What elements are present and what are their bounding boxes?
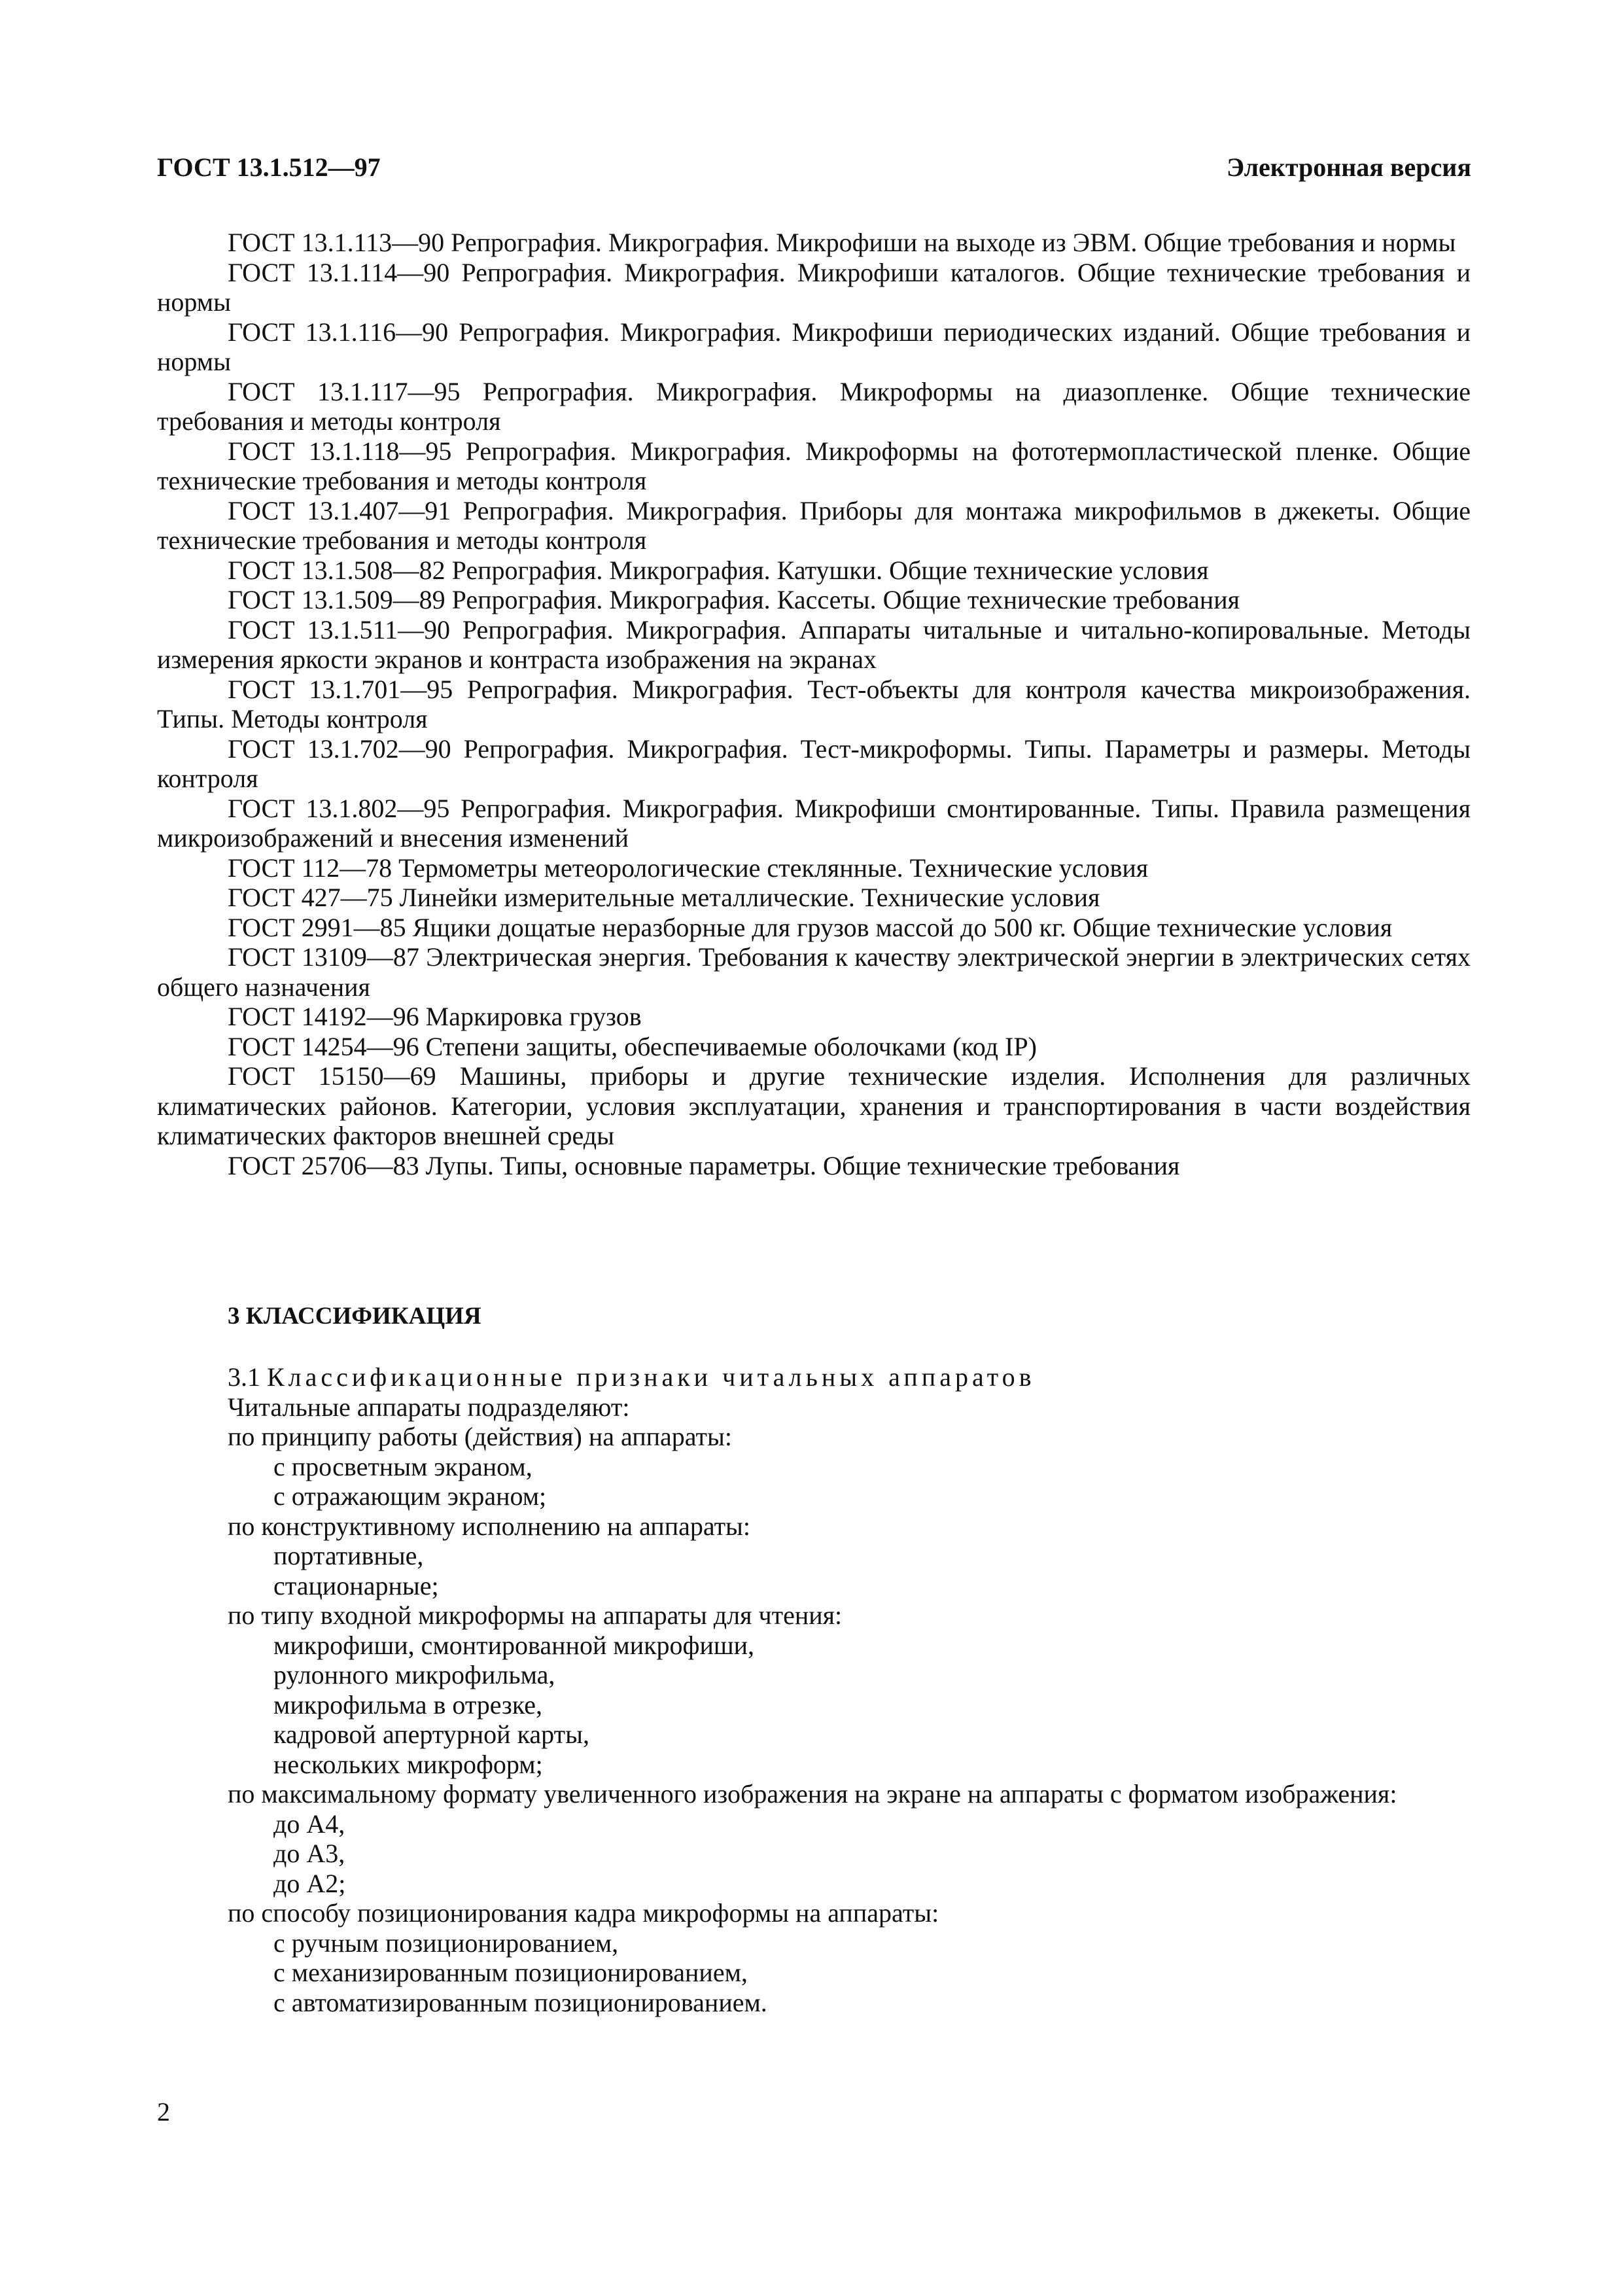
reference-item: ГОСТ 13.1.407—91 Репрография. Микрография. Приборы для монтажа микрофильмов в джекеты. Общие технические требования и методы контроля <box>157 495 1471 555</box>
classification-item: до А2; <box>273 1868 346 1898</box>
reference-item: ГОСТ 13.1.114—90 Репрография. Микрография. Микрофиши каталогов. Общие технические требования и нормы <box>157 257 1471 317</box>
classification-group-label: по максимальному формату увеличенного изображения на экране на аппараты с форматом изображения: <box>228 1779 1397 1809</box>
classification-item: кадровой апертурной карты, <box>273 1720 589 1749</box>
classification-item: стационарные; <box>273 1570 439 1600</box>
reference-item: ГОСТ 13.1.117—95 Репрография. Микрография. Микроформы на диазопленке. Общие технические требования и методы контроля <box>157 376 1471 436</box>
reference-item: ГОСТ 13.1.701—95 Репрография. Микрография. Тест-объекты для контроля качества микроизображения. Типы. Методы контроля <box>157 674 1471 733</box>
reference-item: ГОСТ 13.1.116—90 Репрография. Микрография. Микрофиши периодических изданий. Общие требования и нормы <box>157 317 1471 376</box>
reference-item: ГОСТ 13.1.511—90 Репрография. Микрография. Аппараты читальные и читально-копировальные. Методы измерения яркости экранов и контраста изображения на экранах <box>157 614 1471 674</box>
classification-item: с ручным позиционированием, <box>273 1928 619 1958</box>
header-edition-label: Электронная версия <box>1226 152 1471 182</box>
section-title: 3 КЛАССИФИКАЦИЯ <box>228 1303 481 1330</box>
reference-item: ГОСТ 13.1.702—90 Репрография. Микрография. Тест-микроформы. Типы. Параметры и размеры. Методы контроля <box>157 733 1471 793</box>
classification-item: до А3, <box>273 1839 345 1868</box>
header-standard-number: ГОСТ 13.1.512—97 <box>157 152 381 182</box>
reference-item: ГОСТ 14254—96 Степени защиты, обеспечиваемые оболочками (код IP) <box>228 1031 1037 1061</box>
reference-item: ГОСТ 15150—69 Машины, приборы и другие технические изделия. Исполнения для различных климатических районов. Категории, условия эксплуатации, хранения и транспортирования в части воздействия климатических факторов внешней среды <box>157 1061 1471 1150</box>
classification-group-label: по способу позиционирования кадра микроформы на аппараты: <box>228 1898 939 1928</box>
reference-item: ГОСТ 13.1.802—95 Репрография. Микрография. Микрофиши смонтированные. Типы. Правила размещения микроизображений и внесения изменений <box>157 793 1471 853</box>
reference-item: ГОСТ 14192—96 Маркировка грузов <box>228 1002 642 1031</box>
classification-intro: Читальные аппараты подразделяют: <box>228 1392 630 1422</box>
classification-item: микрофиши, смонтированной микрофиши, <box>273 1630 755 1660</box>
reference-item: ГОСТ 2991—85 Ящики дощатые неразборные для грузов массой до 500 кг. Общие технические условия <box>228 912 1393 942</box>
classification-item: до А4, <box>273 1809 345 1839</box>
reference-item: ГОСТ 13.1.113—90 Репрография. Микрография. Микрофиши на выходе из ЭВМ. Общие требования и нормы <box>228 228 1456 257</box>
classification-group-label: по принципу работы (действия) на аппараты: <box>228 1422 732 1451</box>
classification-section <box>157 1362 1471 2017</box>
reference-item: ГОСТ 13.1.118—95 Репрография. Микрография. Микроформы на фототермопластической пленке. Общие технические требования и методы контроля <box>157 436 1471 495</box>
classification-item: с просветным экраном, <box>273 1451 532 1481</box>
subsection-number: 3.1 <box>228 1362 260 1392</box>
classification-item: нескольких микроформ; <box>273 1749 543 1779</box>
classification-item: с отражающим экраном; <box>273 1481 547 1511</box>
classification-group-label: по конструктивному исполнению на аппараты: <box>228 1511 751 1541</box>
classification-item: с автоматизированным позиционированием. <box>273 1987 767 2017</box>
reference-item: ГОСТ 13.1.509—89 Репрография. Микрография. Кассеты. Общие технические требования <box>228 585 1240 614</box>
classification-group-label: по типу входной микроформы на аппараты для чтения: <box>228 1600 843 1630</box>
classification-item: микрофильма в отрезке, <box>273 1689 543 1720</box>
reference-item: ГОСТ 25706—83 Лупы. Типы, основные параметры. Общие технические требования <box>228 1150 1180 1180</box>
classification-item: рулонного микрофильма, <box>273 1660 555 1689</box>
reference-item: ГОСТ 427—75 Линейки измерительные металлические. Технические условия <box>228 883 1100 912</box>
reference-item: ГОСТ 13.1.508—82 Репрография. Микрография. Катушки. Общие технические условия <box>228 555 1209 585</box>
subsection-heading <box>157 1362 1471 1392</box>
normative-references-list <box>157 228 1471 1180</box>
subsection-title: Классификационные признаки читальных аппаратов <box>267 1362 1036 1392</box>
page-number: 2 <box>157 2097 170 2127</box>
reference-item: ГОСТ 13109—87 Электрическая энергия. Требования к качеству электрической энергии в электрических сетях общего назначения <box>157 942 1471 1002</box>
classification-item: портативные, <box>273 1541 424 1570</box>
reference-item: ГОСТ 112—78 Термометры метеорологические стеклянные. Технические условия <box>228 853 1149 883</box>
classification-item: с механизированным позиционированием, <box>273 1958 748 1987</box>
